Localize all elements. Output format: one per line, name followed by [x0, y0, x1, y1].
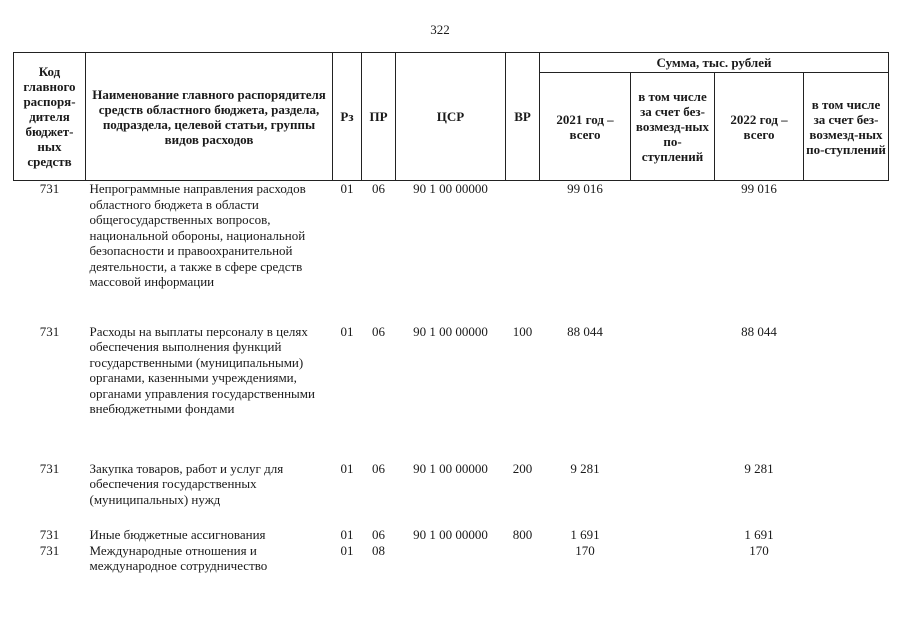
cell-rz: 01 — [340, 542, 354, 558]
cell-name: Непрограммные направления расходов областного бюджета в области общегосударственных вопросов, национальной обороны, национальной безопасности и правоохранительной деятельности, а также в сфере средств массовой информации — [89, 181, 306, 289]
header-code: Код главного распоря-дителя бюджет-ных средств — [14, 53, 86, 181]
header-2022-total: 2022 год – всего — [715, 73, 804, 181]
cell-2021-free — [631, 461, 715, 517]
cell-2021-total: 9 281 — [570, 460, 600, 476]
header-rz: Рз — [333, 53, 362, 181]
cell-2022-free — [804, 324, 889, 461]
table-row — [14, 324, 889, 461]
header-pr: ПР — [362, 53, 396, 181]
cell-pr: 06 — [372, 526, 385, 542]
cell-name: Закупка товаров, работ и услуг для обеспечения государственных (муниципальных) нужд — [89, 460, 284, 507]
cell-rz: 01 — [340, 323, 354, 339]
cell-vr: 200 — [512, 460, 533, 476]
cell-csr — [396, 543, 506, 577]
table-row — [14, 181, 889, 324]
cell-rz: 01 — [340, 460, 354, 476]
header-name: Наименование главного распорядителя средств областного бюджета, раздела, подраздела, целевой статьи, группы видов расходов — [86, 53, 333, 181]
header-2021-total: 2021 год – всего — [540, 73, 631, 181]
cell-2022-free — [804, 461, 889, 517]
cell-rz: 01 — [340, 181, 354, 196]
cell-2022-total: 88 044 — [741, 323, 777, 339]
cell-2021-total: 1 691 — [570, 526, 600, 542]
cell-2022-total: 99 016 — [741, 181, 777, 196]
cell-2021-total: 88 044 — [567, 323, 603, 339]
cell-2021-free — [631, 181, 715, 324]
table-row — [14, 517, 889, 543]
cell-2022-free — [804, 181, 889, 324]
table-row — [14, 543, 889, 577]
header-sum: Сумма, тыс. рублей — [540, 53, 889, 73]
cell-vr — [506, 181, 540, 324]
cell-2021-free — [631, 543, 715, 577]
cell-pr: 08 — [372, 542, 385, 558]
cell-csr: 90 1 00 00000 — [413, 181, 488, 196]
cell-2021-free — [631, 324, 715, 461]
cell-code: 731 — [39, 526, 60, 542]
cell-pr: 06 — [372, 181, 385, 196]
table-row — [14, 461, 889, 517]
cell-2022-total: 170 — [749, 542, 769, 558]
cell-2022-free — [804, 543, 889, 577]
cell-pr: 06 — [372, 323, 385, 339]
cell-vr — [506, 543, 540, 577]
cell-2022-total: 9 281 — [744, 460, 774, 476]
cell-pr: 06 — [372, 460, 385, 476]
cell-csr: 90 1 00 00000 — [413, 460, 488, 476]
header-2021-free: в том числе за счет без-возмезд-ных по-ступлений — [631, 73, 715, 181]
budget-table — [13, 52, 889, 577]
cell-code: 731 — [39, 323, 60, 339]
cell-csr: 90 1 00 00000 — [413, 526, 488, 542]
header-csr: ЦСР — [396, 53, 506, 181]
header-2022-free: в том числе за счет без-возмезд-ных по-ступлений — [804, 73, 889, 181]
cell-name: Международные отношения и международное сотрудничество — [89, 542, 268, 573]
cell-csr: 90 1 00 00000 — [413, 323, 488, 339]
cell-vr: 800 — [512, 526, 533, 542]
cell-code: 731 — [39, 542, 60, 558]
cell-2022-free — [804, 517, 889, 543]
cell-2021-total: 99 016 — [567, 181, 603, 196]
cell-name: Иные бюджетные ассигнования — [89, 526, 266, 542]
header-vr: ВР — [506, 53, 540, 181]
cell-2021-free — [631, 517, 715, 543]
cell-2022-total: 1 691 — [744, 526, 774, 542]
cell-rz: 01 — [340, 526, 354, 542]
cell-2021-total: 170 — [575, 542, 595, 558]
cell-code: 731 — [39, 181, 60, 196]
cell-code: 731 — [39, 460, 60, 476]
page-number: 322 — [430, 22, 450, 37]
cell-name: Расходы на выплаты персоналу в целях обеспечения выполнения функций государственными (муниципальными) органами, казенными учреждениями, органами управления государственными внебюджетными фондами — [89, 323, 315, 416]
cell-vr: 100 — [512, 323, 533, 339]
